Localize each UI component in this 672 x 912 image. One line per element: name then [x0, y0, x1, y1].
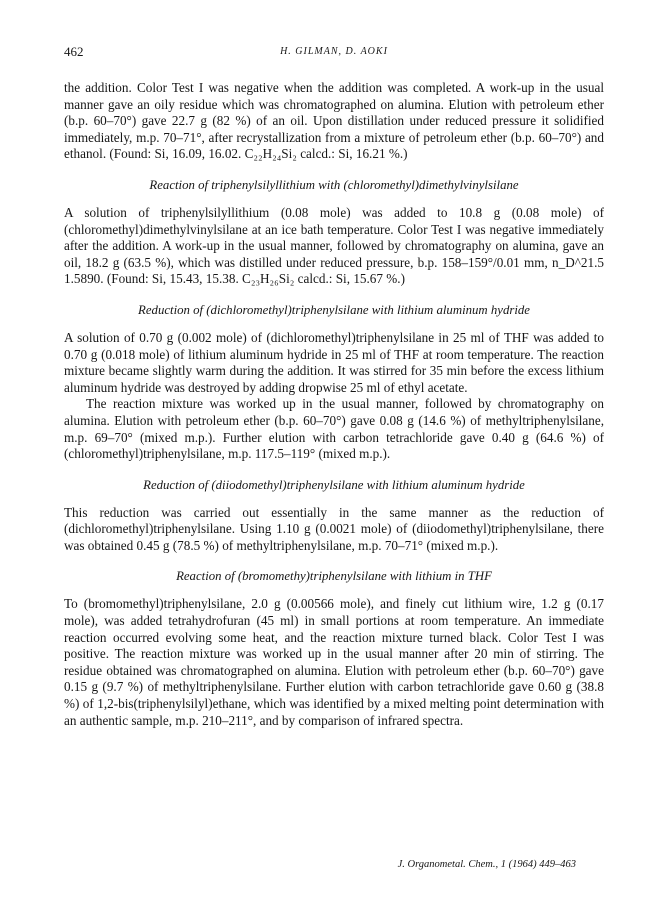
running-head: H. GILMAN, D. AOKI: [280, 46, 388, 57]
paragraph: The reaction mixture was worked up in the usual manner, followed by chromatography on alumina. Elution with petroleum ether (b.p. 60–70°) gave 0.08 g (14.6 %) of methyltriphenylsilane, m.p. 69–70° (mixed m.p.). Further elution with carbon tetrachloride gave 0.40 g (64.6 %) of (chloromethyl)triphenylsilane, m.p. 117.5–119° (mixed m.p.).: [64, 396, 604, 462]
page-header: [64, 44, 604, 64]
paragraph: A solution of 0.70 g (0.002 mole) of (dichloromethyl)triphenylsilane in 25 ml of THF was added to 0.70 g (0.018 mole) of lithium aluminum hydride in 25 ml of THF at room temperature. The reaction mixture became slightly warm during the addition. It was stirred for 35 min before the excess lithium aluminum hydride was destroyed by adding dropwise 25 ml of ethyl acetate.: [64, 329, 604, 395]
section-continuation: [64, 80, 604, 163]
article-body: [64, 80, 604, 729]
section-dichloromethyl-reduction: [64, 302, 604, 463]
section-heading: Reduction of (dichloromethyl)triphenylsilane with lithium aluminum hydride: [138, 302, 530, 317]
section-bromomethyl-lithium: [64, 568, 604, 729]
section-heading: Reduction of (diiodomethyl)triphenylsilane with lithium aluminum hydride: [143, 477, 525, 492]
paragraph: the addition. Color Test I was negative when the addition was completed. A work-up in the usual manner gave an oily residue which was chromatographed on alumina. Elution with petroleum ether (b.p. 60–70°) gave 22.7 g (82 %) of an oil. Upon distillation under reduced pressure it solidified immediately, m.p. 70–71°, after recrystallization from a mixture of petroleum ether (b.p. 60–70°) and ethanol. (Found: Si, 16.09, 16.02. C₂₂H₂₄Si₂ calcd.: Si, 16.21 %.): [64, 80, 604, 162]
paragraph: To (bromomethyl)triphenylsilane, 2.0 g (0.00566 mole), and finely cut lithium wire, 1.2 g (0.17 mole), was added tetrahydrofuran (45 ml) in small portions at room temperature. An immediate reaction occurred evolving some heat, and the reaction mixture turned black. Color Test I was positive. The reaction mixture was worked up in the usual manner after 20 min of stirring. The residue obtained was chromatographed on alumina. Elution with petroleum ether (b.p. 60–70°) gave 0.15 g (9.7 %) of methyltriphenylsilane. Further elution with carbon tetrachloride gave 0.60 g (38.8 %) of 1,2-bis(triphenylsilyl)ethane, which was identified by a mixed melting point determination with an authentic sample, m.p. 210–211°, and by comparison of infrared spectra.: [64, 596, 604, 728]
journal-citation: J. Organometal. Chem., 1 (1964) 449–463: [397, 859, 576, 870]
section-triphenylsilyllithium: [64, 177, 604, 288]
paragraph: A solution of triphenylsilyllithium (0.08 mole) was added to 10.8 g (0.08 mole) of (chloromethyl)dimethylvinylsilane at an ice bath temperature. Color Test I was negative immediately after the addition. A work-up in the usual manner, followed by chromatography on alumina, gave an oil, 18.2 g (63.5 %), which was distilled under reduced pressure, b.p. 158–159°/0.01 mm, n_D^21.5 1.5890. (Found: Si, 15.43, 15.38. C₂₃H₂₆Si₂ calcd.: Si, 15.67 %.): [64, 204, 604, 287]
section-heading: Reaction of (bromomethy)triphenylsilane with lithium in THF: [176, 569, 492, 584]
section-diiodomethyl-reduction: [64, 477, 604, 555]
page-number: 462: [64, 44, 84, 59]
paragraph: This reduction was carried out essentially in the same manner as the reduction of (dichloromethyl)triphenylsilane. Using 1.10 g (0.0021 mole) of (diiodomethyl)triphenylsilane, there was obtained 0.45 g (78.5 %) of methyltriphenylsilane, m.p. 70–71° (mixed m.p.).: [64, 504, 604, 553]
section-heading: Reaction of triphenylsilyllithium with (chloromethyl)dimethylvinylsilane: [149, 177, 519, 192]
